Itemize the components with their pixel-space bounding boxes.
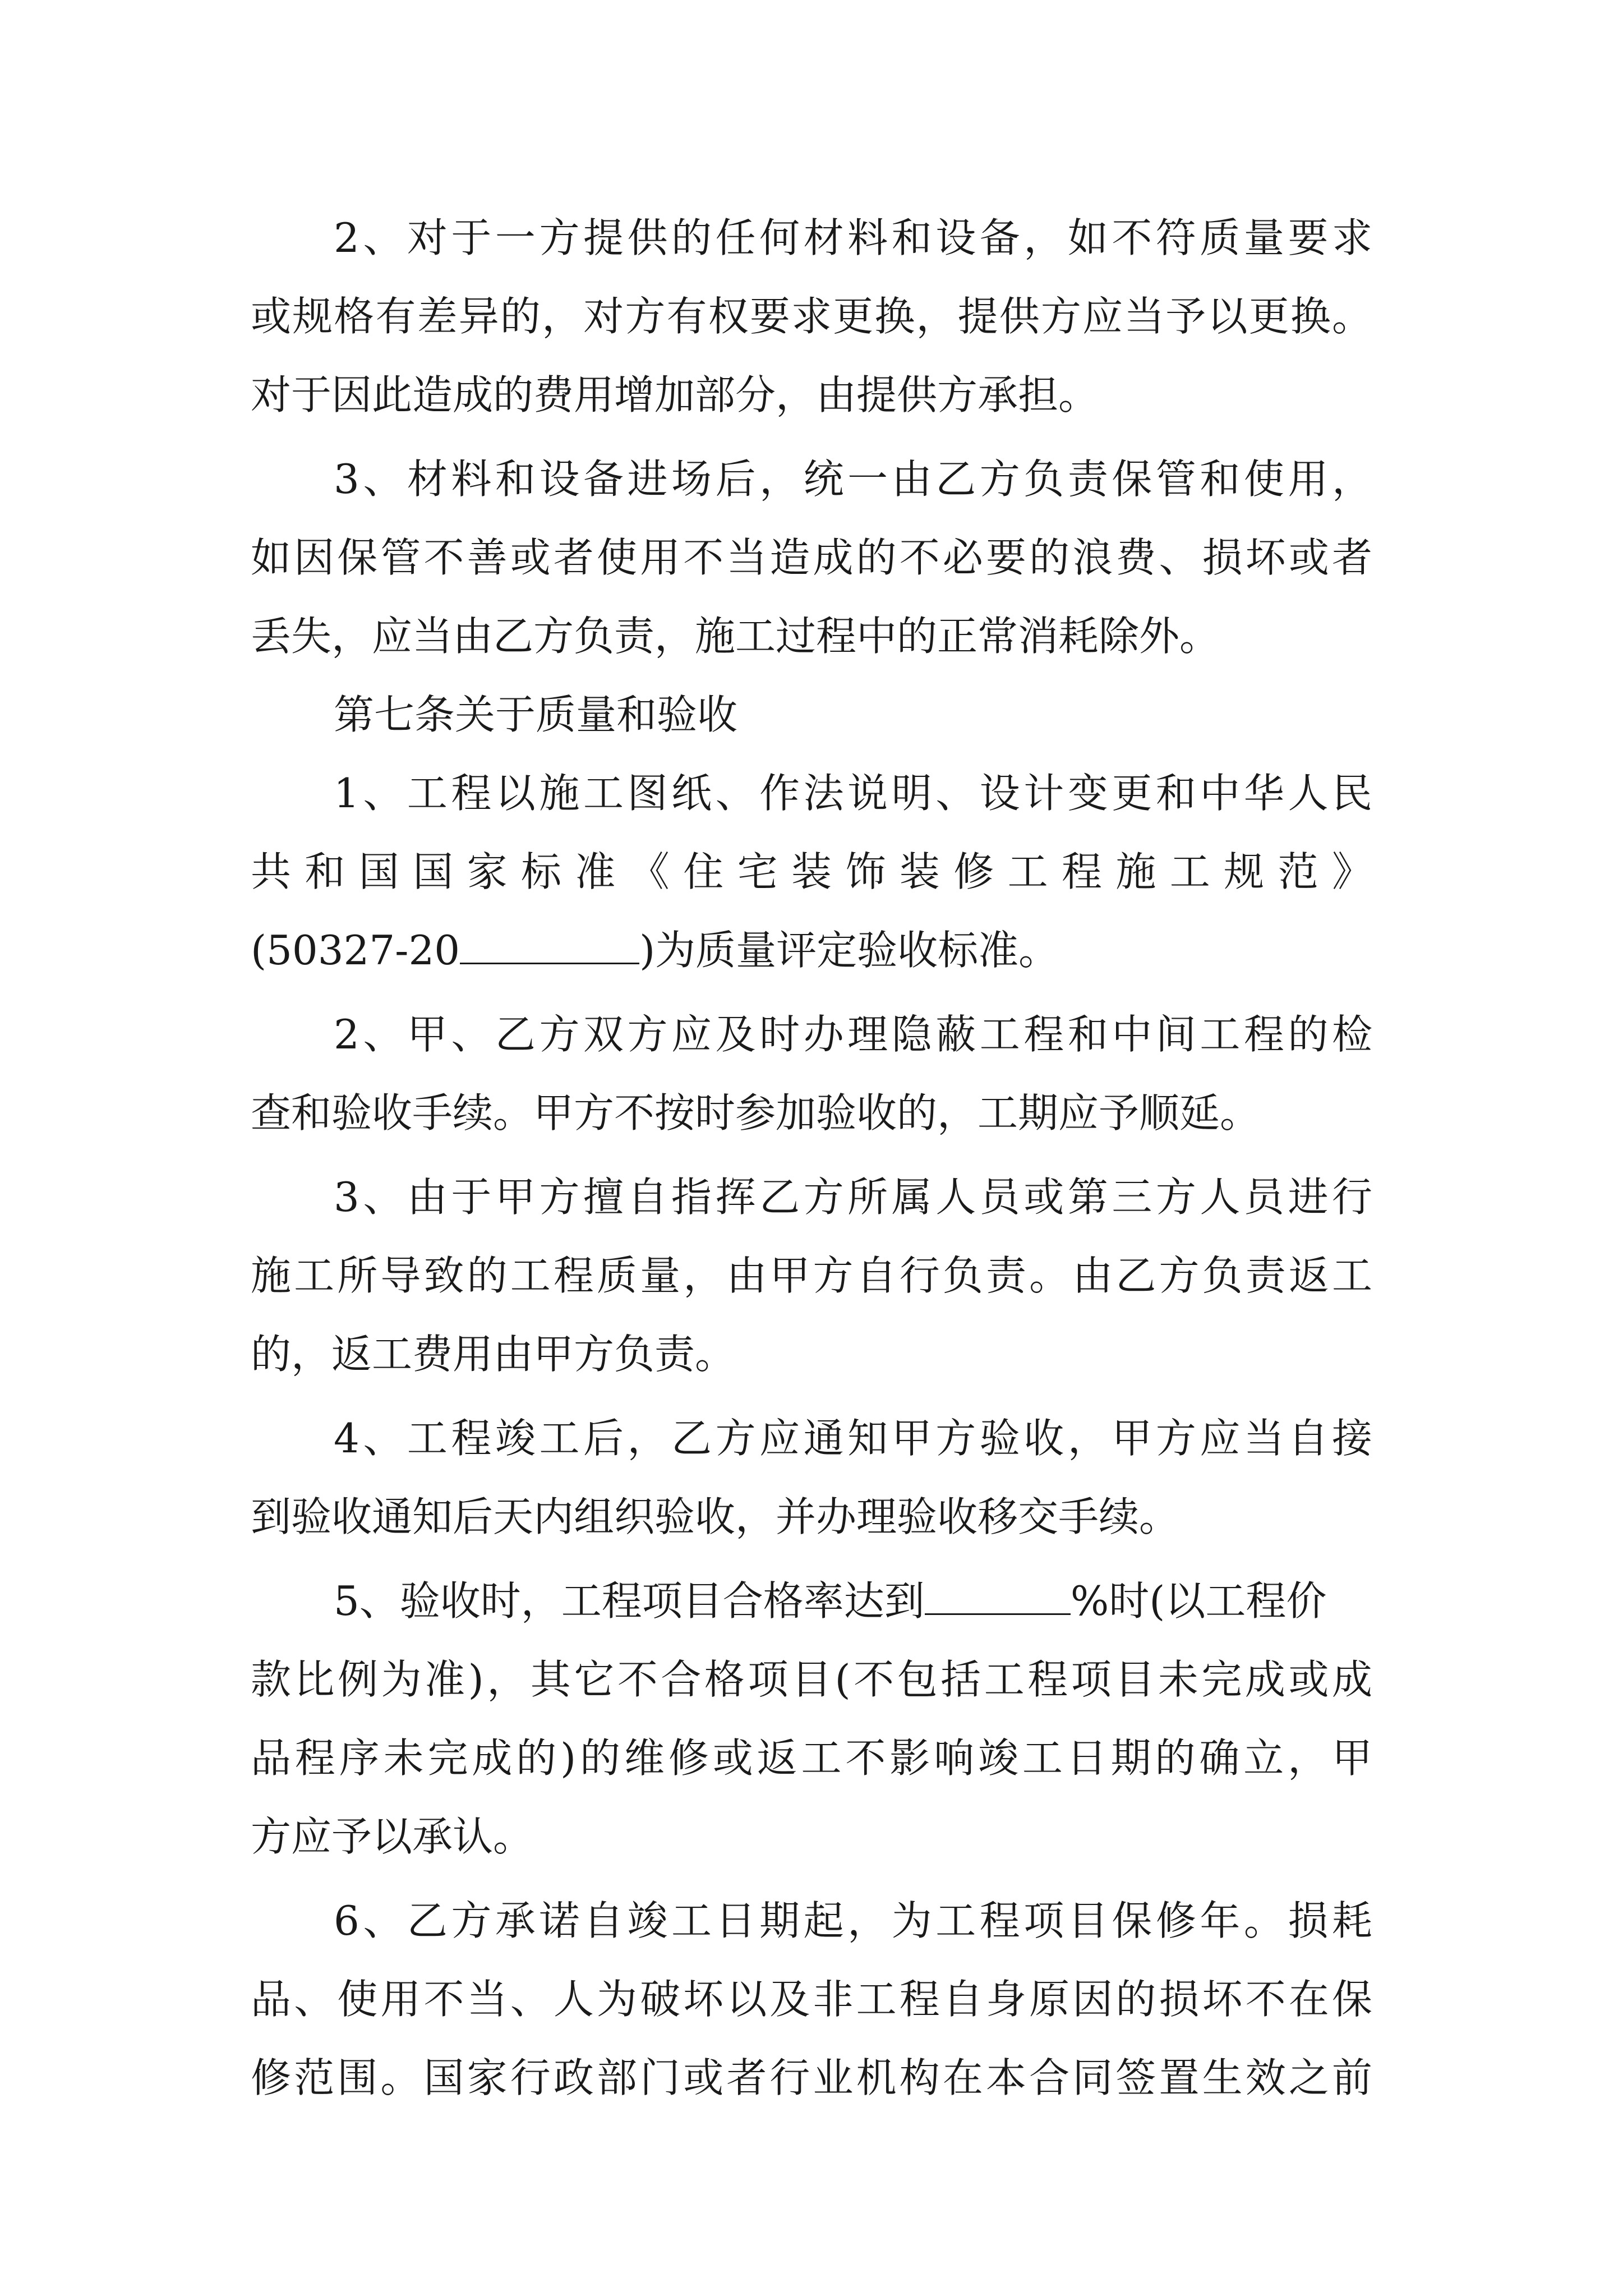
year-blank — [460, 923, 639, 964]
paragraph-line: 3、由于甲方擅自指挥乙方所属人员或第三方人员进行 — [334, 1174, 1372, 1221]
paragraph-line: 的，返工费用由甲方负责。 — [251, 1331, 736, 1378]
paragraph-line: 2、甲、乙方双方应及时办理隐蔽工程和中间工程的检 — [334, 1011, 1372, 1058]
pass-rate-prefix: 5、验收时，工程项目合格率达到 — [334, 1577, 925, 1625]
paragraph-line — [251, 923, 1372, 978]
paragraph-line: 2、对于一方提供的任何材料和设备，如不符质量要求 — [334, 214, 1372, 261]
paragraph-line: 品、使用不当、人为破坏以及非工程自身原因的损坏不在保 — [251, 1976, 1372, 2023]
paragraph-line: 如因保管不善或者使用不当造成的不必要的浪费、损坏或者 — [251, 534, 1372, 581]
paragraph-line: 款比例为准)，其它不合格项目(不包括工程项目未完成或成 — [251, 1656, 1372, 1703]
section-heading: 第七条关于质量和验收 — [334, 691, 738, 738]
paragraph-line: 共和国国家标准《住宅装饰装修工程施工规范》 — [251, 848, 1372, 895]
paragraph-line: 方应予以承认。 — [251, 1813, 534, 1860]
standard-code-suffix: )为质量评定验收标准。 — [639, 927, 1059, 974]
paragraph-line: 对于因此造成的费用增加部分，由提供方承担。 — [251, 371, 1099, 418]
standard-code-prefix: (50327-20 — [251, 927, 460, 974]
paragraph-line: 6、乙方承诺自竣工日期起，为工程项目保修年。损耗 — [334, 1897, 1372, 1944]
paragraph-line: 3、材料和设备进场后，统一由乙方负责保管和使用， — [334, 455, 1372, 503]
paragraph-line: 丢失，应当由乙方负责，施工过程中的正常消耗除外。 — [251, 613, 1220, 660]
pass-rate-blank — [925, 1574, 1071, 1615]
paragraph-line: 4、工程竣工后，乙方应通知甲方验收，甲方应当自接 — [334, 1415, 1372, 1462]
paragraph-line — [334, 1573, 1372, 1628]
paragraph-line: 或规格有差异的，对方有权要求更换，提供方应当予以更换。 — [251, 293, 1372, 340]
paragraph-line: 到验收通知后天内组织验收，并办理验收移交手续。 — [251, 1493, 1180, 1540]
paragraph-line: 品程序未完成的)的维修或返工不影响竣工日期的确立，甲 — [251, 1734, 1372, 1782]
paragraph-line: 1、工程以施工图纸、作法说明、设计变更和中华人民 — [334, 770, 1372, 817]
pass-rate-suffix: %时(以工程价 — [1070, 1577, 1327, 1625]
paragraph-line: 施工所导致的工程质量，由甲方自行负责。由乙方负责返工 — [251, 1252, 1372, 1299]
paragraph-line: 查和验收手续。甲方不按时参加验收的，工期应予顺延。 — [251, 1089, 1261, 1137]
paragraph-line: 修范围。国家行政部门或者行业机构在本合同签置生效之前 — [251, 2054, 1372, 2101]
